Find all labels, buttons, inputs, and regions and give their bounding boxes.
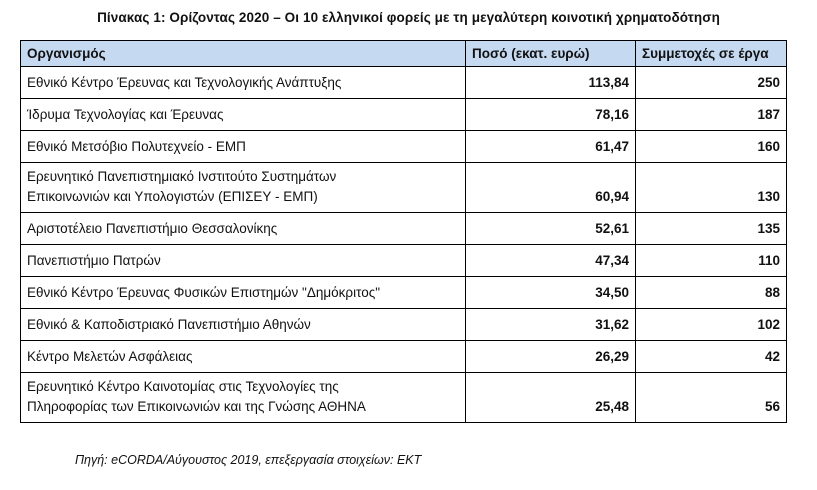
- organization-name-line: Πληροφορίας των Επικοινωνιών και της Γνώσης ΑΘΗΝΑ: [27, 399, 366, 414]
- table-row: [21, 341, 787, 373]
- cell-participations: 135: [636, 213, 787, 245]
- cell-organization: [21, 67, 466, 99]
- cell-participations: 56: [636, 373, 787, 423]
- header-participations: Συμμετοχές σε έργα: [636, 41, 787, 67]
- organization-name-line: Πανεπιστήμιο Πατρών: [27, 253, 161, 268]
- organization-name-line: Εθνικό Κέντρο Έρευνας και Τεχνολογικής Ανάπτυξης: [27, 75, 342, 90]
- cell-amount: 31,62: [466, 309, 636, 341]
- organization-name-line: Ερευνητικό Πανεπιστημιακό Ινστιτούτο Συστημάτων: [27, 169, 337, 184]
- cell-amount: 34,50: [466, 277, 636, 309]
- cell-organization: [21, 163, 466, 213]
- cell-amount: 26,29: [466, 341, 636, 373]
- cell-organization: [21, 99, 466, 131]
- header-organization: Οργανισμός: [21, 41, 466, 67]
- table-caption: Πίνακας 1: Ορίζοντας 2020 – Οι 10 ελληνικοί φορείς με τη μεγαλύτερη κοινοτική χρηματοδότηση: [97, 10, 720, 25]
- cell-amount: 61,47: [466, 131, 636, 163]
- table-row: [21, 245, 787, 277]
- table-row: [21, 277, 787, 309]
- cell-amount: 78,16: [466, 99, 636, 131]
- organization-name-line: Εθνικό & Καποδιστριακό Πανεπιστήμιο Αθηνών: [27, 317, 311, 332]
- funding-table: [20, 40, 787, 423]
- cell-participations: 187: [636, 99, 787, 131]
- organization-name-line: Ερευνητικό Κέντρο Καινοτομίας στις Τεχνολογίες της: [27, 379, 339, 394]
- organization-name-line: Εθνικό Κέντρο Έρευνας Φυσικών Επιστημών "Δημόκριτος": [27, 285, 381, 300]
- table-row: [21, 67, 787, 99]
- cell-participations: 130: [636, 163, 787, 213]
- organization-name-line: Εθνικό Μετσόβιο Πολυτεχνείο - ΕΜΠ: [27, 139, 246, 154]
- cell-organization: [21, 309, 466, 341]
- cell-participations: 160: [636, 131, 787, 163]
- cell-amount: 52,61: [466, 213, 636, 245]
- table-row: [21, 373, 787, 423]
- cell-amount: 113,84: [466, 67, 636, 99]
- header-amount: Ποσό (εκατ. ευρώ): [466, 41, 636, 67]
- organization-name-line: Ίδρυμα Τεχνολογίας και Έρευνας: [27, 107, 224, 122]
- table-row: [21, 131, 787, 163]
- table-row: [21, 213, 787, 245]
- cell-amount: 60,94: [466, 163, 636, 213]
- table-row: [21, 309, 787, 341]
- cell-organization: [21, 245, 466, 277]
- table-body: [21, 67, 787, 423]
- cell-organization: [21, 213, 466, 245]
- table-row: [21, 163, 787, 213]
- cell-organization: [21, 373, 466, 423]
- organization-name-line: Επικοινωνιών και Υπολογιστών (ΕΠΙΣΕΥ - ΕΜΠ): [27, 189, 318, 204]
- cell-participations: 88: [636, 277, 787, 309]
- cell-amount: 47,34: [466, 245, 636, 277]
- cell-participations: 250: [636, 67, 787, 99]
- table-row: [21, 99, 787, 131]
- source-note: Πηγή: eCORDA/Αύγουστος 2019, επεξεργασία στοιχείων: ΕΚΤ: [75, 453, 422, 467]
- cell-participations: 102: [636, 309, 787, 341]
- cell-organization: [21, 277, 466, 309]
- cell-participations: 42: [636, 341, 787, 373]
- cell-organization: [21, 131, 466, 163]
- table-header-row: [21, 41, 787, 67]
- cell-amount: 25,48: [466, 373, 636, 423]
- cell-organization: [21, 341, 466, 373]
- organization-name-line: Κέντρο Μελετών Ασφάλειας: [27, 349, 193, 364]
- cell-participations: 110: [636, 245, 787, 277]
- organization-name-line: Αριστοτέλειο Πανεπιστήμιο Θεσσαλονίκης: [27, 221, 278, 236]
